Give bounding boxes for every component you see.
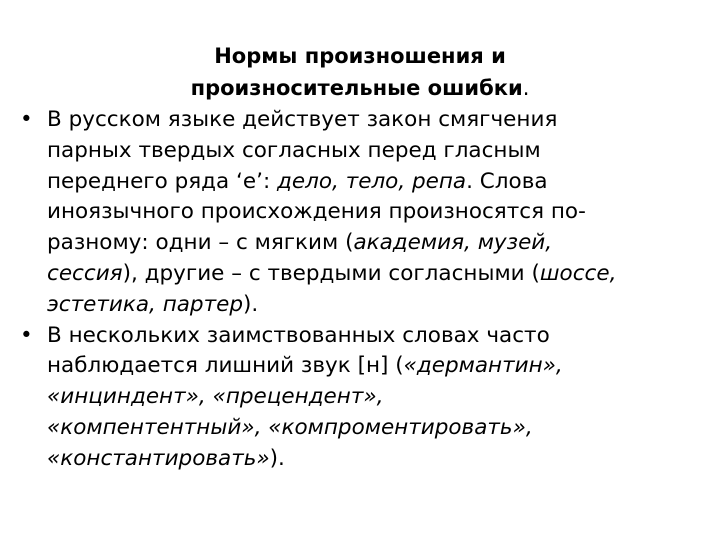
bullet-line — [47, 197, 700, 228]
example-words: шоссе, — [539, 260, 617, 286]
bullet-line — [47, 105, 700, 136]
bullet-line — [47, 290, 700, 321]
bullet-line — [47, 321, 700, 352]
example-words: академия, музей, — [353, 230, 553, 256]
text-segment: В нескольких заимствованных словах часто — [47, 322, 550, 348]
text-segment: ). — [269, 445, 285, 471]
text-segment: ). — [242, 291, 259, 317]
bullet-line — [47, 167, 700, 198]
bullet-line — [47, 413, 700, 444]
bullet-marker: • — [20, 107, 33, 132]
example-words: «компентентный», «компроментировать», — [47, 414, 533, 440]
text-segment: В русском языке действует закон смягчения — [47, 107, 558, 132]
bullet-item — [20, 105, 700, 321]
slide-title — [100, 40, 620, 104]
title-line-1: Нормы произношения и — [214, 44, 506, 68]
text-segment: переднего ряда ‘е’: — [47, 168, 278, 194]
title-line-2 — [100, 72, 620, 104]
title-line-2-text: произносительные ошибки — [190, 76, 523, 100]
example-words: «дермантин», — [403, 353, 563, 379]
text-segment: наблюдается лишний звук [н] ( — [47, 353, 404, 379]
bullet-line — [47, 444, 700, 475]
bullet-line — [47, 228, 700, 259]
example-words: «инциндент», «прецендент», — [47, 384, 384, 410]
title-line-2-period: . — [522, 76, 530, 100]
text-segment: . Слова — [466, 168, 548, 194]
bullet-line — [47, 259, 700, 290]
text-segment: ), другие – с твердыми согласными ( — [122, 260, 540, 286]
bullet-line — [47, 382, 700, 413]
bullet-item — [20, 321, 700, 475]
text-segment: парных твердых согласных перед гласным — [47, 137, 541, 163]
bullet-line — [47, 136, 700, 167]
text-segment: иноязычного происхождения произносятся по- — [47, 199, 586, 225]
example-words: «константировать» — [47, 445, 270, 471]
example-words: дело, тело, репа — [277, 168, 467, 194]
slide-body — [20, 105, 700, 475]
bullet-line — [47, 351, 700, 382]
example-words: сессия — [47, 260, 123, 286]
text-segment: разному: одни – с мягким ( — [47, 230, 354, 256]
example-words: эстетика, партер — [47, 291, 243, 317]
bullet-marker: • — [20, 322, 33, 348]
